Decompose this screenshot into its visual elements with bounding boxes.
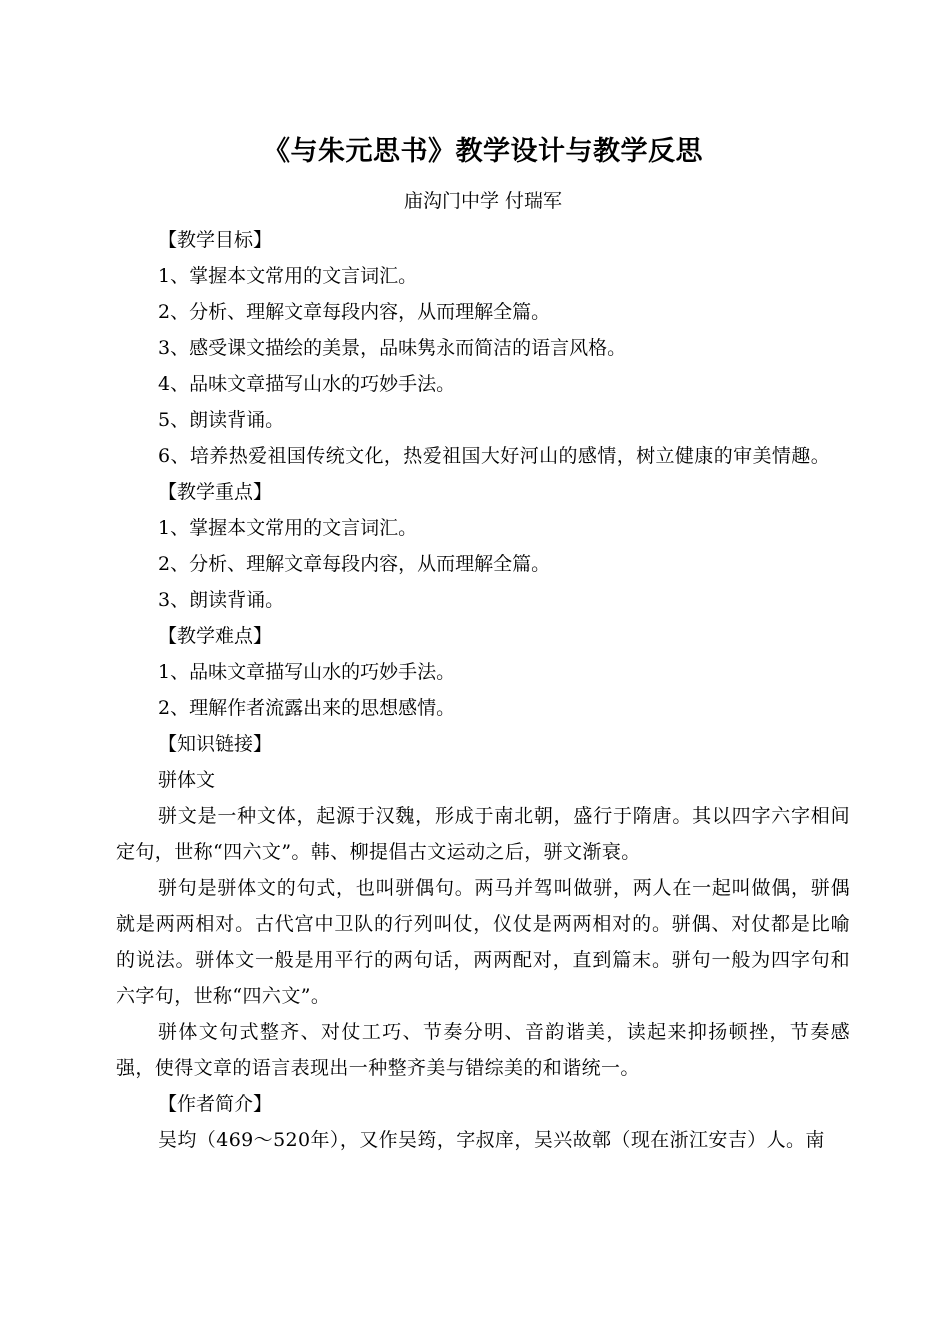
objective-item: 6、培养热爱祖国传统文化，热爱祖国大好河山的感情，树立健康的审美情趣。 [158, 445, 831, 467]
key-point-item: 3、朗读背诵。 [158, 589, 285, 611]
section-heading-difficulties: 【教学难点】 [158, 625, 273, 647]
objective-item: 5、朗读背诵。 [158, 409, 285, 431]
objective-item: 3、感受课文描绘的美景，品味隽永而简洁的语言风格。 [158, 337, 627, 359]
key-point-item: 1、掌握本文常用的文言词汇。 [158, 517, 418, 539]
document-page [116, 132, 850, 1158]
section-heading-key-points: 【教学重点】 [158, 481, 273, 503]
section-heading-author-intro: 【作者简介】 [158, 1093, 273, 1115]
objective-item: 2、分析、理解文章每段内容，从而理解全篇。 [158, 301, 551, 323]
knowledge-subheading: 骈体文 [158, 769, 216, 791]
objective-item: 4、品味文章描写山水的巧妙手法。 [158, 373, 456, 395]
key-point-item: 2、分析、理解文章每段内容，从而理解全篇。 [158, 553, 551, 575]
section-heading-objectives: 【教学目标】 [158, 229, 273, 251]
author-intro-paragraph: 吴均（469～520年），又作吴筠，字叔庠，吴兴故鄣（现在浙江安吉）人。南 [158, 1129, 825, 1151]
knowledge-paragraph: 骈文是一种文体，起源于汉魏，形成于南北朝，盛行于隋唐。其以四字六字相间定句，世称“四六文”。韩、柳提倡古文运动之后，骈文渐衰。 [116, 805, 850, 863]
knowledge-paragraph: 骈体文句式整齐、对仗工巧、节奏分明、音韵谐美，读起来抑扬顿挫，节奏感强，使得文章的语言表现出一种整齐美与错综美的和谐统一。 [116, 1021, 850, 1079]
knowledge-paragraph: 骈句是骈体文的句式，也叫骈偶句。两马并驾叫做骈，两人在一起叫做偶，骈偶就是两两相对。古代宫中卫队的行列叫仗，仪仗是两两相对的。骈偶、对仗都是比喻的说法。骈体文一般是用平行的两句话，两两配对，直到篇末。骈句一般为四字句和六字句，世称“四六文”。 [116, 877, 850, 1007]
difficulty-item: 2、理解作者流露出来的思想感情。 [158, 697, 456, 719]
objective-item: 1、掌握本文常用的文言词汇。 [158, 265, 418, 287]
document-title: 《与朱元思书》教学设计与教学反思 [263, 136, 703, 167]
difficulty-item: 1、品味文章描写山水的巧妙手法。 [158, 661, 456, 683]
section-heading-knowledge: 【知识链接】 [158, 733, 273, 755]
document-author: 庙沟门中学 付瑞军 [403, 190, 563, 212]
